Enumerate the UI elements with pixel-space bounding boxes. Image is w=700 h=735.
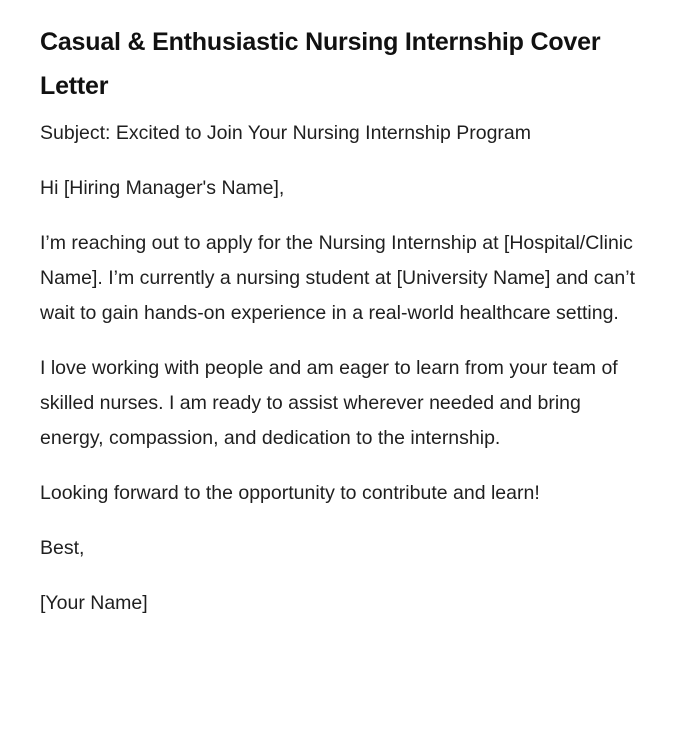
subject-line: Subject: Excited to Join Your Nursing Internship Program [40,122,532,144]
cover-letter-document [40,20,640,641]
body-paragraph-motivation: I love working with people and am eager to learn from your team of skilled nurses. I am ready to assist wherever needed and bring energy, compassion, and dedication to the internship. [40,357,618,449]
greeting: Hi [Hiring Manager's Name], [40,177,285,199]
body-paragraph-closing: Looking forward to the opportunity to contribute and learn! [40,482,540,504]
signature: [Your Name] [40,592,148,614]
document-title: Casual & Enthusiastic Nursing Internship Cover Letter [40,28,601,100]
sign-off: Best, [40,537,85,559]
body-paragraph-intro: I’m reaching out to apply for the Nursing Internship at [Hospital/Clinic Name]. I’m currently a nursing student at [University Name] and can’t wait to gain hands-on experience in a real-world healthcare setting. [40,232,635,324]
